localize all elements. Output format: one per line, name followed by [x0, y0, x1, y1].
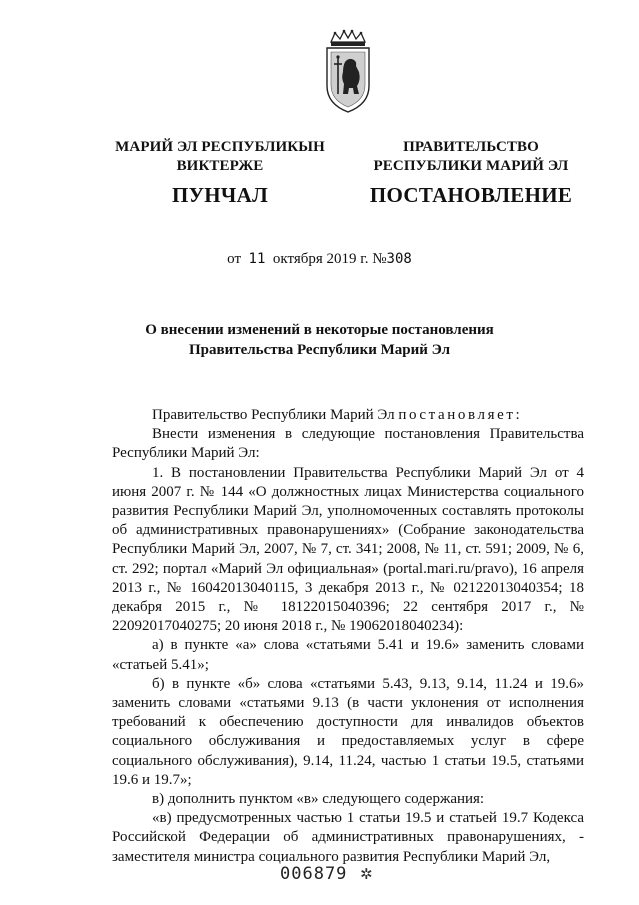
document-title — [0, 320, 639, 360]
header-left-doc-type: ПУНЧАЛ — [171, 183, 269, 207]
date-day: 11 — [248, 251, 266, 267]
registration-number: 006879 — [280, 864, 348, 884]
header-mari-language — [96, 138, 344, 208]
paragraph-item-b: б) в пункте «б» слова «статьями 5.43, 9.13, 9.14, 11.24 и 19.6» заменить словами «статьями 9.13 (в части уклонения от исполнения требований к обеспечению доступности для инвалидов объектов социального обслуживания и предоставляемых услуг в сфере социального обслуживания), 9.14, 11.24, частью 1 статьи 19.5, статьями 19.6 и 19.7»; — [112, 675, 584, 788]
date-month-year: октября 2019 г. № — [272, 251, 387, 267]
document-body — [112, 406, 584, 867]
registration-mark-icon: ✲ — [360, 865, 373, 883]
opening-verb: постановляет: — [398, 407, 523, 423]
header-right-line2: РЕСПУБЛИКИ МАРИЙ ЭЛ — [373, 158, 569, 174]
date-prefix: от — [227, 251, 242, 267]
paragraph-item-a: а) в пункте «а» слова «статьями 5.41 и 19.6» заменить словами «статьей 5.41»; — [112, 637, 584, 673]
header-right-line1: ПРАВИТЕЛЬСТВО — [403, 139, 539, 155]
opening-paragraph — [112, 406, 584, 425]
paragraph-intro: Внести изменения в следующие постановления Правительства Республики Марий Эл: — [112, 426, 584, 462]
paragraph-item-1: 1. В постановлении Правительства Республики Марий Эл от 4 июня 2007 г. № 144 «О должностных лицах Министерства социального развития Республики Марий Эл, уполномоченных составлять протоколы об административных правонарушениях» (Собрание законодательства Республики Марий Эл, 2007, № 7, ст. 341; 2008, № 11, ст. 591; 2009, № 6, ст. 292; портал «Марий Эл официальная» (portal.mari.ru/pravo), 16 апреля 2013 г., № 16042013040115, 3 декабря 2013 г., № 02122013040354; 18 декабря 2015 г., № 18122015040396; 22 сентября 2017 г., № 22092017040275; 20 июня 2018 г., № 19062018040234): — [112, 464, 584, 635]
coat-of-arms-icon — [323, 28, 373, 114]
title-line1: О внесении изменений в некоторые постановления — [145, 322, 494, 338]
document-date-line — [0, 251, 639, 268]
header-right-doc-type: ПОСТАНОВЛЕНИЕ — [369, 183, 573, 207]
header-russian-language — [352, 138, 590, 208]
header-left-line2: ВИКТЕРЖЕ — [176, 158, 264, 174]
paragraph-item-c: в) дополнить пунктом «в» следующего содержания: — [152, 791, 485, 808]
header-left-line1: МАРИЙ ЭЛ РЕСПУБЛИКЫН — [115, 139, 325, 155]
document-number: 308 — [386, 251, 412, 267]
title-line2: Правительства Республики Марий Эл — [188, 342, 451, 358]
opening-subject: Правительство Республики Марий Эл — [152, 407, 395, 423]
paragraph-quote: «в) предусмотренных частью 1 статьи 19.5 и статьей 19.7 Кодекса Российской Федерации об административных правонарушениях, - заместителя министра социального развития Республики Марий Эл, — [112, 810, 584, 865]
